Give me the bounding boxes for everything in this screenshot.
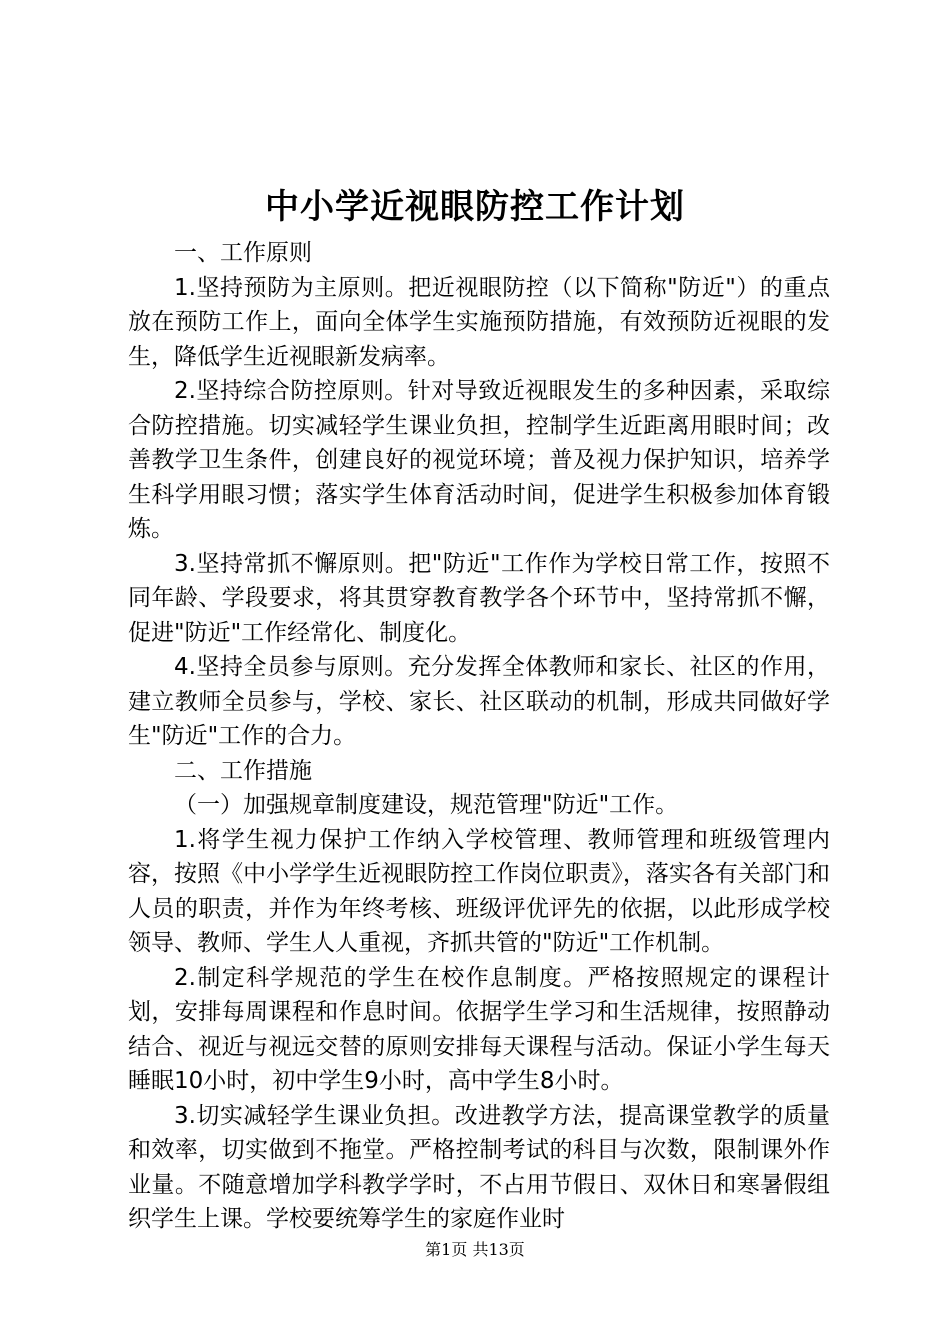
paragraph: 1.坚持预防为主原则。把近视眼防控（以下简称"防近"）的重点放在预防工作上，面向全体学生实施预防措施，有效预防近视眼的发生，降低学生近视眼新发病率。	[128, 274, 830, 370]
subsection-heading: （一）加强规章制度建设，规范管理"防近"工作。	[174, 792, 679, 818]
paragraph: 2.坚持综合防控原则。针对导致近视眼发生的多种因素，采取综合防控措施。切实减轻学生课业负担，控制学生近距离用眼时间；改善教学卫生条件，创建良好的视觉环境；普及视力保护知识，培养学生科学用眼习惯；落实学生体育活动时间，促进学生积极参加体育锻炼。	[128, 378, 830, 542]
paragraph: 3.切实减轻学生课业负担。改进教学方法，提高课堂教学的质量和效率，切实做到不拖堂。严格控制考试的科目与次数，限制课外作业量。不随意增加学科教学学时，不占用节假日、双休日和寒暑假组织学生上课。学校要统筹学生的家庭作业时	[128, 1102, 830, 1232]
document-title: 中小学近视眼防控工作计划	[265, 187, 685, 227]
document-body	[128, 236, 830, 1237]
page-footer: 第1页 共13页	[425, 1240, 525, 1259]
section-heading: 一、工作原则	[174, 240, 312, 266]
paragraph: 3.坚持常抓不懈原则。把"防近"工作作为学校日常工作，按照不同年龄、学段要求，将其贯穿教育教学各个环节中，坚持常抓不懈，促进"防近"工作经常化、制度化。	[128, 550, 830, 646]
paragraph: 2.制定科学规范的学生在校作息制度。严格按照规定的课程计划，安排每周课程和作息时间。依据学生学习和生活规律，按照静动结合、视近与视远交替的原则安排每天课程与活动。保证小学生每天睡眠10小时，初中学生9小时，高中学生8小时。	[128, 964, 830, 1094]
paragraph: 4.坚持全员参与原则。充分发挥全体教师和家长、社区的作用，建立教师全员参与，学校、家长、社区联动的机制，形成共同做好学生"防近"工作的合力。	[128, 654, 830, 749]
section-heading: 二、工作措施	[174, 757, 312, 784]
paragraph: 1.将学生视力保护工作纳入学校管理、教师管理和班级管理内容，按照《中小学学生近视眼防控工作岗位职责》，落实各有关部门和人员的职责，并作为年终考核、班级评优评先的依据，以此形成学校领导、教师、学生人人重视，齐抓共管的"防近"工作机制。	[128, 826, 830, 956]
